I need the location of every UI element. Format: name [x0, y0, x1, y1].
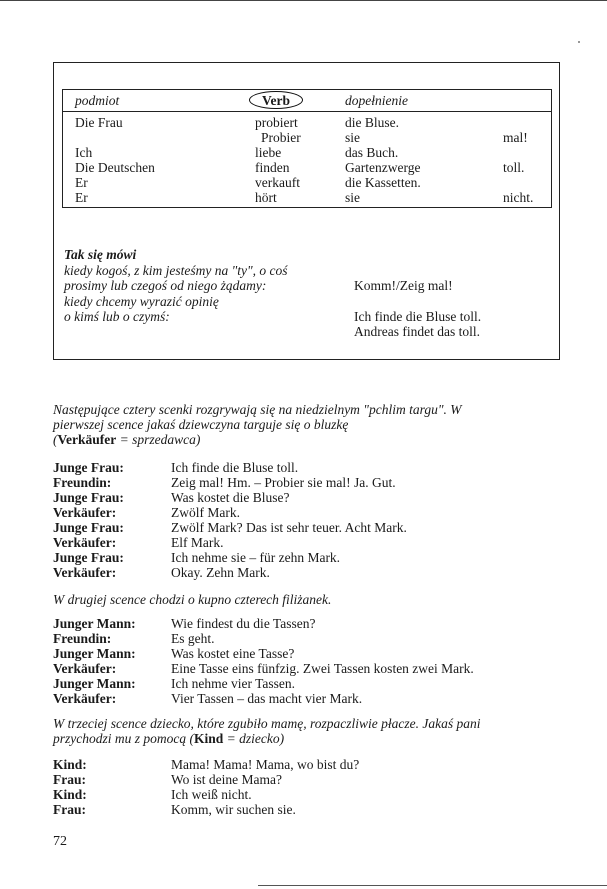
scene1-intro-line: Następujące cztery scenki rozgrywają się na niedzielnym "pchlim targu". W	[53, 402, 462, 417]
dialogue-row	[53, 616, 573, 631]
dialogue-row	[53, 691, 573, 706]
dialogue-line: Wo ist deine Mama?	[171, 772, 283, 787]
cell-subject: Die Frau	[75, 115, 123, 130]
bottom-rule	[258, 885, 607, 886]
speaker: Kind:	[53, 787, 87, 802]
dialogue-row	[53, 787, 573, 802]
speaker: Verkäufer:	[53, 505, 117, 520]
dialogue-row	[53, 631, 573, 646]
cell-subject: Er	[75, 175, 88, 190]
vocab-gloss: = dziecko)	[223, 731, 285, 746]
speaker: Freundin:	[53, 475, 112, 490]
cell-verb: verkauft	[255, 175, 300, 190]
cell-extra: toll.	[503, 160, 525, 175]
speaker: Frau:	[53, 802, 86, 817]
top-rule	[0, 0, 607, 1]
vocab-gloss: = sprzedawca)	[116, 432, 201, 447]
dialogue-line: Mama! Mama! Mama, wo bist du?	[171, 757, 360, 772]
dialogue-row	[53, 661, 573, 676]
cell-complement: die Kassetten.	[345, 175, 421, 190]
speaker: Verkäufer:	[53, 661, 117, 676]
speaker: Verkäufer:	[53, 565, 117, 580]
grammar-box	[53, 62, 560, 360]
verb-table-body	[63, 115, 551, 205]
dialogue-line: Ich weiß nicht.	[171, 787, 252, 802]
speaker: Frau:	[53, 772, 86, 787]
dialogue-line: Ich nehme vier Tassen.	[171, 676, 296, 691]
dialogue-row	[53, 802, 573, 817]
table-row	[63, 160, 551, 175]
dialogue-row	[53, 475, 573, 490]
scene3-intro-line: przychodzi mu z pomocą (Kind = dziecko)	[53, 731, 285, 746]
speaker: Junger Mann:	[53, 646, 136, 661]
cell-verb: liebe	[255, 145, 282, 160]
dialogue-line: Eine Tasse eins fünfzig. Zwei Tassen kosten zwei Mark.	[171, 661, 474, 676]
dialogue-row	[53, 505, 573, 520]
usage-line: o kimś lub o czymś:	[64, 309, 170, 324]
dialogue-line: Ich nehme sie – für zehn Mark.	[171, 550, 341, 565]
speaker: Junger Mann:	[53, 616, 136, 631]
speaker: Freundin:	[53, 631, 112, 646]
scene3-intro	[53, 716, 553, 746]
cell-verb: finden	[255, 160, 290, 175]
cell-complement: die Bluse.	[345, 115, 399, 130]
cell-verb: probiert	[255, 115, 298, 130]
speaker: Junger Mann:	[53, 676, 136, 691]
cell-extra: nicht.	[503, 190, 534, 205]
dialogue-row	[53, 460, 573, 475]
verb-table-header	[63, 90, 551, 112]
header-subject: podmiot	[75, 93, 120, 108]
dialogue-row	[53, 757, 573, 772]
dialogue-line: Zwölf Mark? Das ist sehr teuer. Acht Mark.	[171, 520, 407, 535]
cell-verb: hört	[255, 190, 277, 205]
usage-line: kiedy chcemy wyrazić opinię	[64, 294, 219, 309]
example-phrase: Komm!/Zeig mal!	[354, 278, 453, 293]
cell-extra: mal!	[503, 130, 528, 145]
dialogue-row	[53, 676, 573, 691]
vocab-term: Verkäufer	[57, 432, 117, 447]
header-verb-oval: Verb	[249, 91, 303, 109]
scene1-dialogue	[53, 460, 573, 580]
scene1-intro-line: pierwszej scence jakaś dziewczyna targuje się o bluzkę	[53, 417, 349, 432]
dialogue-line: Zwölf Mark.	[171, 505, 240, 520]
dialogue-line: Wie findest du die Tassen?	[171, 616, 316, 631]
usage-line: prosimy lub czegoś od niego żądamy:	[64, 278, 267, 293]
tak-sie-mowi-title: Tak się mówi	[64, 247, 137, 262]
speaker: Junge Frau:	[53, 520, 124, 535]
speaker: Junge Frau:	[53, 490, 124, 505]
cell-complement: das Buch.	[345, 145, 399, 160]
scene1-intro	[53, 402, 553, 447]
verb-table	[62, 89, 552, 208]
dialogue-row	[53, 565, 573, 580]
dialogue-line: Was kostet eine Tasse?	[171, 646, 295, 661]
scene3-dialogue	[53, 757, 573, 817]
dialogue-row	[53, 535, 573, 550]
dialogue-row	[53, 490, 573, 505]
scene2-intro: W drugiej scence chodzi o kupno czterech filiżanek.	[53, 592, 332, 607]
table-row	[63, 115, 551, 130]
vocab-term: Kind	[194, 731, 224, 746]
scene1-vocab: (Verkäufer = sprzedawca)	[53, 432, 201, 447]
print-speck	[578, 41, 580, 43]
cell-subject: Er	[75, 190, 88, 205]
example-phrase: Ich finde die Bluse toll.	[354, 309, 482, 324]
table-row	[63, 190, 551, 205]
table-row	[63, 145, 551, 160]
scene2-dialogue	[53, 616, 573, 706]
speaker: Verkäufer:	[53, 691, 117, 706]
cell-complement: sie	[345, 190, 360, 205]
dialogue-line: Es geht.	[171, 631, 215, 646]
header-complement: dopełnienie	[345, 93, 408, 108]
dialogue-line: Zeig mal! Hm. – Probier sie mal! Ja. Gut.	[171, 475, 396, 490]
example-phrase: Andreas findet das toll.	[354, 324, 480, 339]
table-row	[63, 175, 551, 190]
cell-subject: Ich	[75, 145, 93, 160]
table-row	[63, 130, 551, 145]
dialogue-line: Komm, wir suchen sie.	[171, 802, 296, 817]
cell-verb: Probier	[261, 130, 301, 145]
dialogue-row	[53, 646, 573, 661]
dialogue-line: Okay. Zehn Mark.	[171, 565, 270, 580]
dialogue-row	[53, 550, 573, 565]
dialogue-line: Was kostet die Bluse?	[171, 490, 290, 505]
scene3-intro-line: W trzeciej scence dziecko, które zgubiło mamę, rozpaczliwie płacze. Jakaś pani	[53, 716, 481, 731]
cell-complement: Gartenzwerge	[345, 160, 421, 175]
usage-line: kiedy kogoś, z kim jesteśmy na "ty", o coś	[64, 263, 288, 278]
dialogue-line: Elf Mark.	[171, 535, 224, 550]
speaker: Junge Frau:	[53, 460, 124, 475]
speaker: Verkäufer:	[53, 535, 117, 550]
page-number: 72	[53, 834, 67, 849]
cell-complement: sie	[345, 130, 360, 145]
cell-subject: Die Deutschen	[75, 160, 155, 175]
speaker: Kind:	[53, 757, 87, 772]
dialogue-row	[53, 520, 573, 535]
speaker: Junge Frau:	[53, 550, 124, 565]
dialogue-line: Ich finde die Bluse toll.	[171, 460, 299, 475]
dialogue-row	[53, 772, 573, 787]
dialogue-line: Vier Tassen – das macht vier Mark.	[171, 691, 363, 706]
